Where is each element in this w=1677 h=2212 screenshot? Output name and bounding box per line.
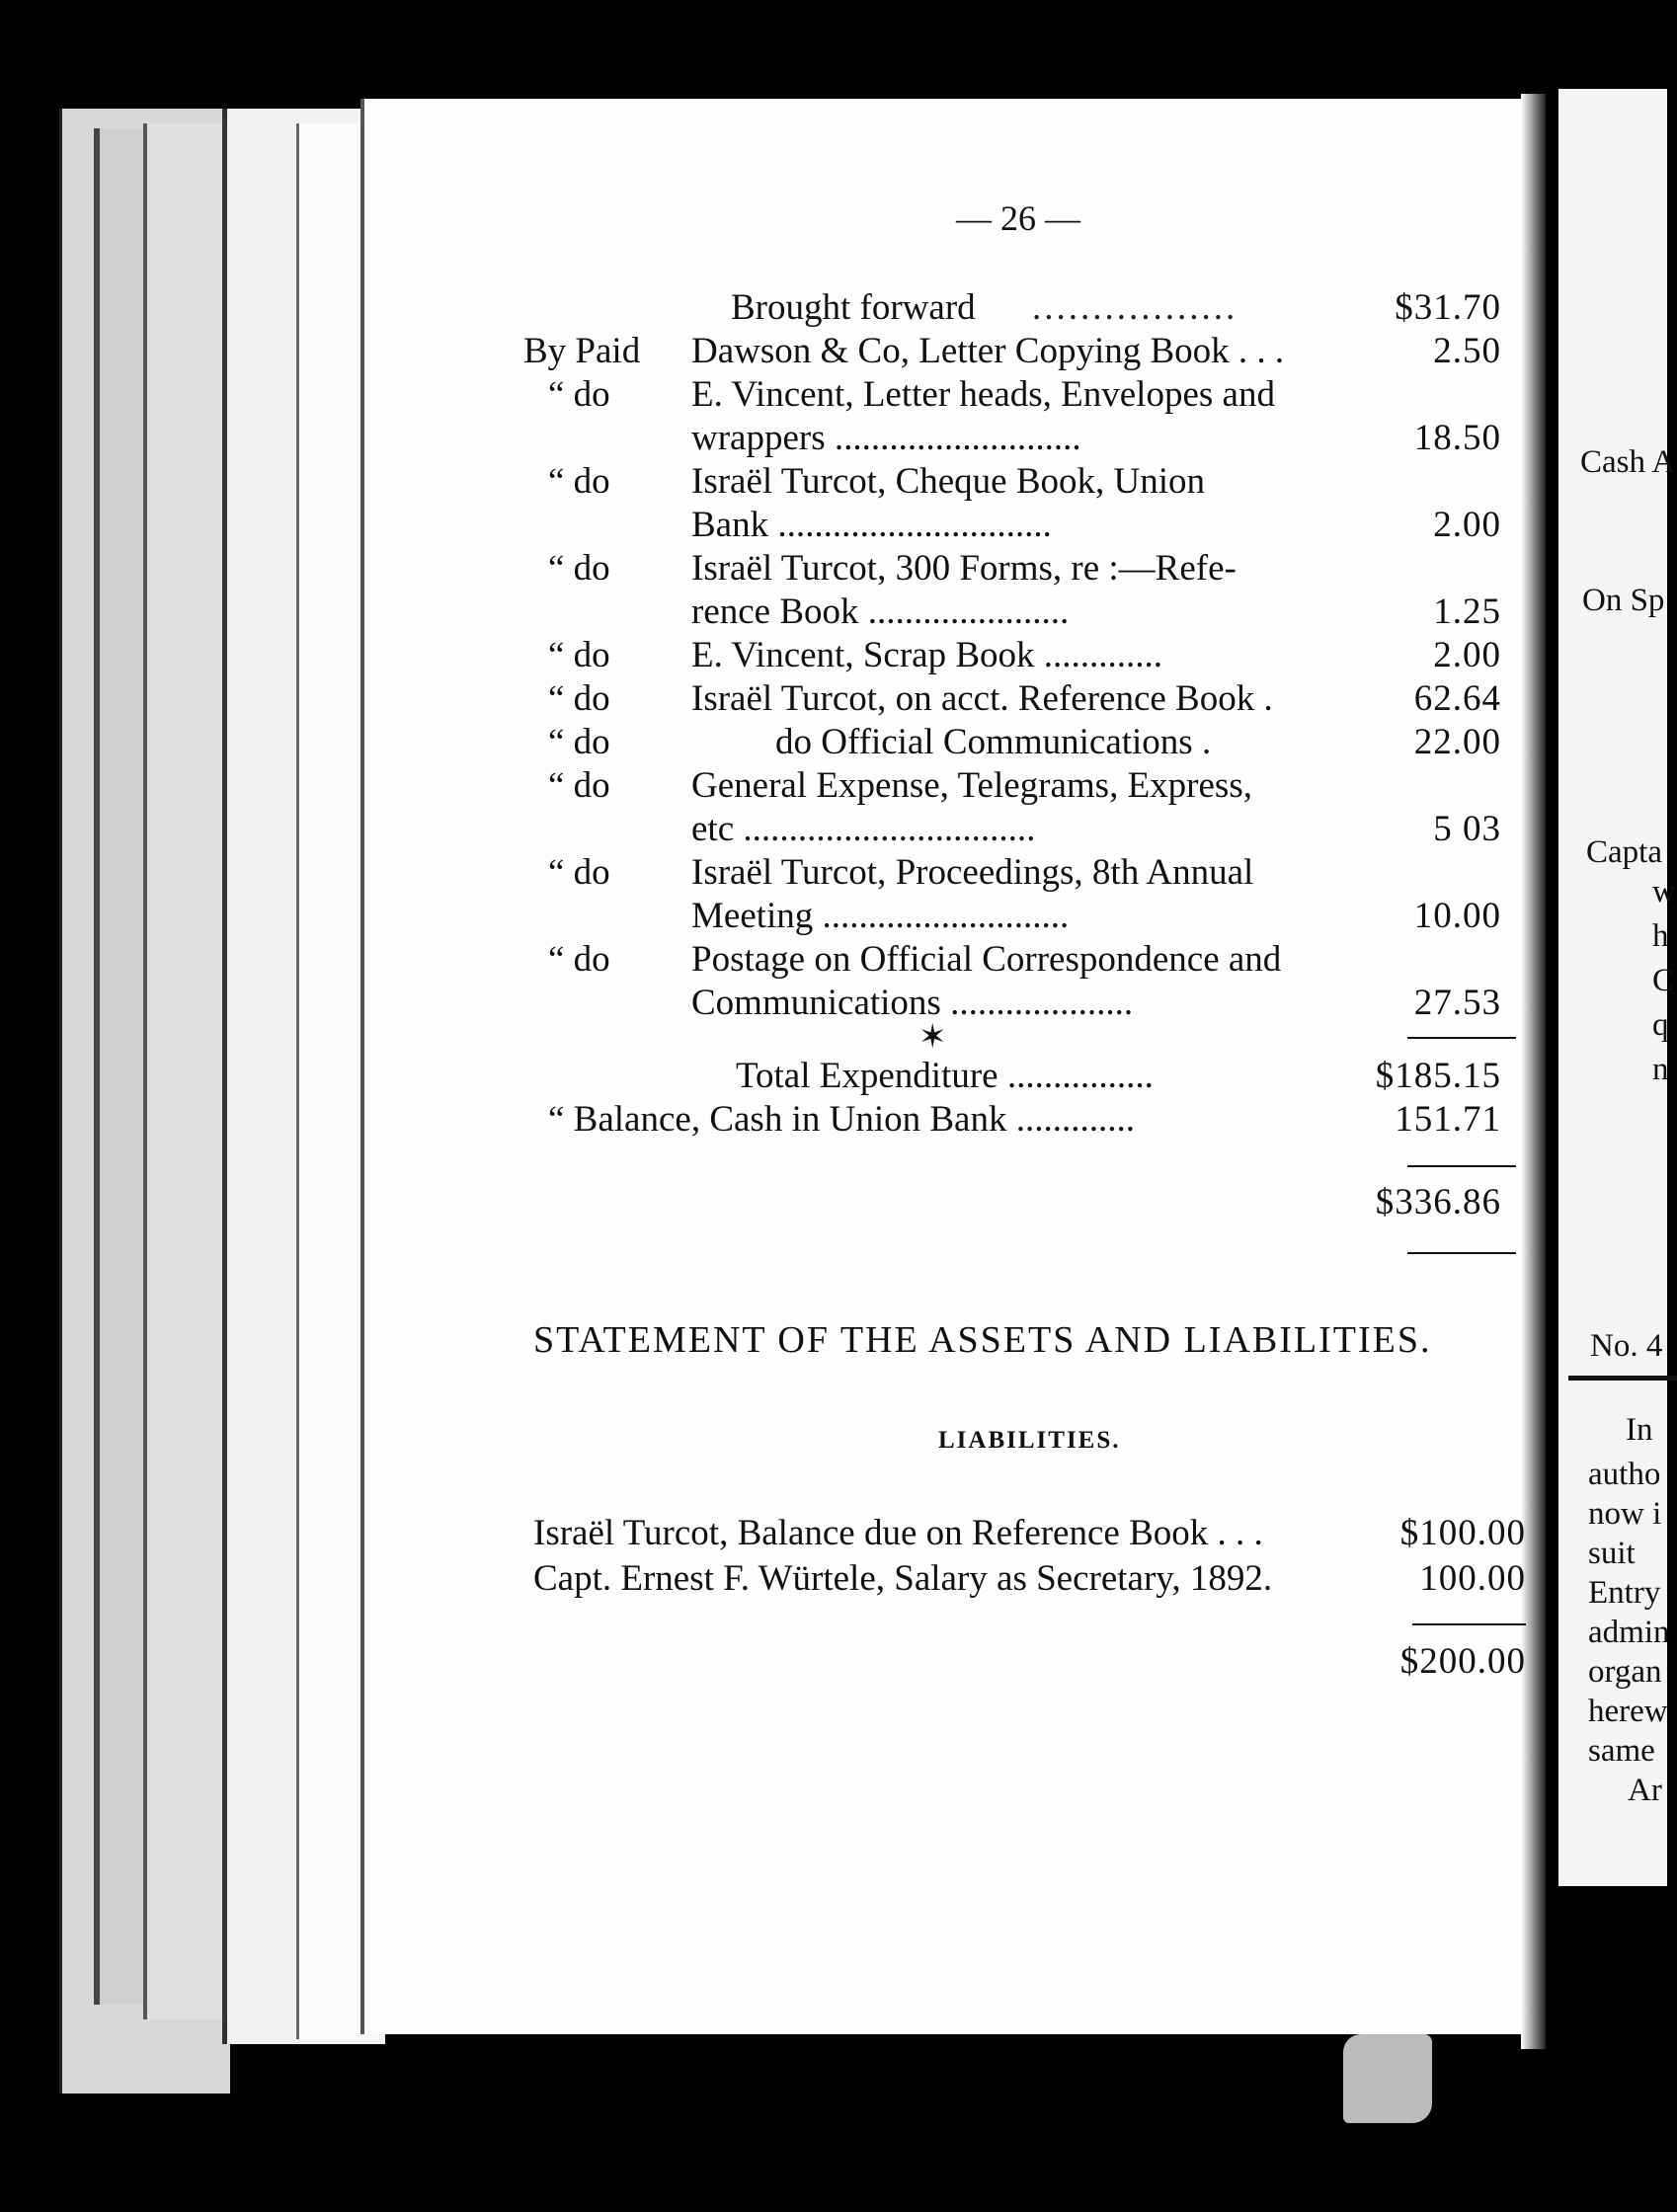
- facing-page-text: suit: [1588, 1536, 1636, 1571]
- statement-heading: STATEMENT OF THE ASSETS AND LIABILITIES.: [533, 1319, 1432, 1361]
- facing-page-text: w: [1652, 874, 1676, 909]
- expense-row-continuation: [523, 417, 1521, 460]
- facing-page-text: organ: [1588, 1654, 1662, 1690]
- entry-prefix: “ do: [548, 722, 610, 762]
- entry-description: Israël Turcot, Cheque Book, Union: [691, 461, 1206, 502]
- facing-page: [1558, 89, 1676, 1886]
- total-expenditure-row: [523, 1055, 1521, 1098]
- expense-row-continuation: [523, 808, 1521, 851]
- facing-page-rule: [1568, 1376, 1677, 1381]
- entry-prefix: By Paid: [523, 331, 641, 371]
- entry-prefix: “ do: [548, 461, 610, 502]
- total-expenditure-label: Total Expenditure ................: [736, 1056, 1154, 1096]
- brought-forward-amount: $31.70: [1395, 287, 1501, 328]
- expense-row: [523, 938, 1521, 982]
- expense-row: [523, 373, 1521, 417]
- balance-label: “ Balance, Cash in Union Bank .............: [548, 1099, 1135, 1140]
- liabilities-total-row: [533, 1639, 1526, 1685]
- facing-page-text: q: [1652, 1007, 1669, 1043]
- entry-amount: 1.25: [1433, 592, 1501, 632]
- entry-description: Postage on Official Correspondence and: [691, 939, 1282, 980]
- facing-page-text: same: [1588, 1733, 1655, 1769]
- expense-row-continuation: [523, 504, 1521, 547]
- entry-description: etc ................................: [691, 809, 1036, 849]
- liability-amount: $100.00: [1399, 1513, 1526, 1553]
- facing-page-text: Entry: [1588, 1575, 1661, 1611]
- expense-row: [523, 677, 1521, 721]
- liability-row: [533, 1511, 1526, 1556]
- entry-amount: 22.00: [1413, 722, 1501, 762]
- entry-description: Dawson & Co, Letter Copying Book . . .: [691, 331, 1285, 371]
- sum-rule: [1407, 1252, 1516, 1254]
- facing-page-text: On Sp: [1582, 583, 1665, 618]
- facing-page-text: Cash A: [1580, 444, 1676, 480]
- facing-page-text: Ar: [1628, 1773, 1662, 1808]
- expense-row: [523, 851, 1521, 895]
- liability-amount: 100.00: [1419, 1558, 1526, 1599]
- expense-row-continuation: [523, 982, 1521, 1025]
- entry-description: Israël Turcot, 300 Forms, re :—Refe-: [691, 548, 1237, 589]
- brought-forward-row: [523, 286, 1521, 330]
- expense-row: [523, 634, 1521, 677]
- entry-description: rence Book ......................: [691, 592, 1070, 632]
- balance-row: [523, 1098, 1521, 1142]
- entry-prefix: “ do: [548, 939, 610, 980]
- sum-rule: [1407, 1037, 1516, 1039]
- entry-description: E. Vincent, Letter heads, Envelopes and: [691, 374, 1275, 415]
- entry-amount: 10.00: [1413, 896, 1501, 936]
- liabilities-total-amount: $200.00: [1399, 1641, 1526, 1682]
- expense-row: [523, 460, 1521, 504]
- brought-forward-label: Brought forward: [731, 287, 976, 328]
- sum-rule: [1407, 1165, 1516, 1167]
- facing-page-text: In: [1626, 1412, 1653, 1448]
- total-expenditure-amount: $185.15: [1375, 1056, 1501, 1096]
- expense-row: [523, 721, 1521, 764]
- facing-page-text: n: [1652, 1052, 1669, 1087]
- grand-total-row: [523, 1181, 1521, 1224]
- entry-amount: 2.00: [1433, 505, 1501, 545]
- entry-description: do Official Communications .: [775, 722, 1212, 762]
- page-tab-fragment: [1343, 2034, 1432, 2123]
- entry-prefix: “ do: [548, 852, 610, 893]
- expense-row-continuation: [523, 591, 1521, 634]
- expense-row: [523, 547, 1521, 591]
- entry-amount: 27.53: [1413, 983, 1501, 1023]
- page-gutter-shadow: [1521, 94, 1546, 2049]
- entry-description: E. Vincent, Scrap Book .............: [691, 635, 1163, 675]
- entry-prefix: “ do: [548, 548, 610, 589]
- entry-amount: 18.50: [1413, 418, 1501, 458]
- facing-page-text: autho: [1588, 1457, 1661, 1492]
- facing-page-text: herew: [1588, 1694, 1668, 1729]
- expense-row-continuation: [523, 895, 1521, 938]
- facing-page-text: Capta: [1586, 834, 1662, 870]
- sum-rule: [1412, 1623, 1526, 1625]
- ink-blot-mark: ✶: [918, 1019, 947, 1056]
- expense-row: [523, 764, 1521, 808]
- facing-page-text: now i: [1588, 1496, 1662, 1532]
- entry-description: Israël Turcot, Proceedings, 8th Annual: [691, 852, 1254, 893]
- facing-page-text: admin: [1588, 1615, 1670, 1650]
- facing-page-text: h: [1652, 918, 1669, 954]
- liability-row: [533, 1556, 1526, 1602]
- liabilities-heading: LIABILITIES.: [938, 1427, 1121, 1454]
- facing-page-text: C: [1652, 963, 1675, 998]
- entry-amount: 2.50: [1433, 331, 1501, 371]
- entry-description: Meeting ...........................: [691, 896, 1070, 936]
- liability-description: Capt. Ernest F. Würtele, Salary as Secretary, 1892.: [533, 1558, 1273, 1599]
- entry-description: wrappers ...........................: [691, 418, 1081, 458]
- book-spine: [1546, 94, 1556, 2069]
- entry-prefix: “ do: [548, 374, 610, 415]
- expense-row: [523, 330, 1521, 373]
- entry-description: Communications ....................: [691, 983, 1134, 1023]
- facing-page-text: No. 4: [1590, 1328, 1663, 1364]
- entry-prefix: “ do: [548, 635, 610, 675]
- entry-description: General Expense, Telegrams, Express,: [691, 765, 1252, 806]
- entry-description: Israël Turcot, on acct. Reference Book .: [691, 678, 1273, 719]
- leader-dots: .................: [1032, 287, 1238, 328]
- liability-description: Israël Turcot, Balance due on Reference Book . . .: [533, 1513, 1263, 1553]
- page-number: — 26 —: [956, 198, 1080, 238]
- entry-prefix: “ do: [548, 678, 610, 719]
- entry-amount: 5 03: [1433, 809, 1501, 849]
- grand-total-amount: $336.86: [1375, 1182, 1501, 1223]
- balance-amount: 151.71: [1395, 1099, 1501, 1140]
- entry-prefix: “ do: [548, 765, 610, 806]
- entry-amount: 2.00: [1433, 635, 1501, 675]
- entry-amount: 62.64: [1413, 678, 1501, 719]
- entry-description: Bank ..............................: [691, 505, 1052, 545]
